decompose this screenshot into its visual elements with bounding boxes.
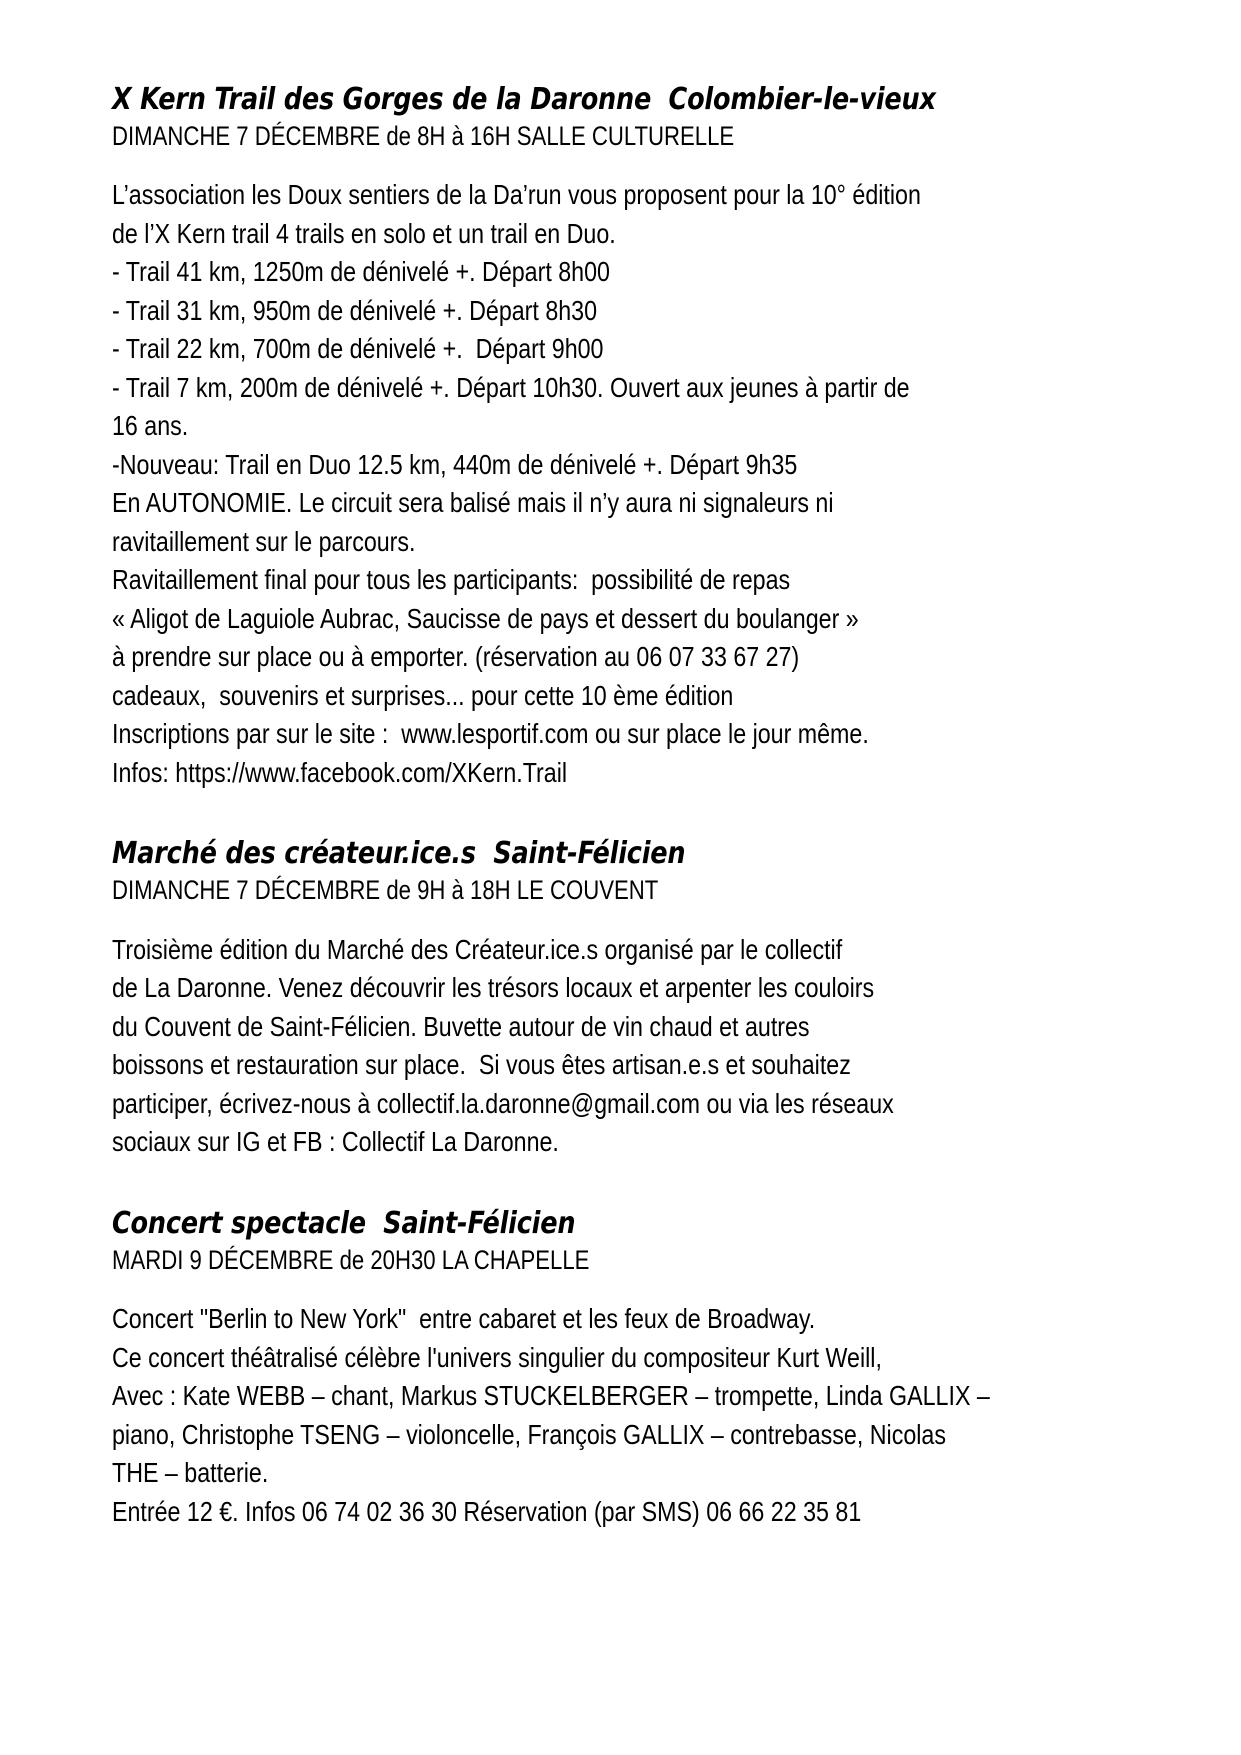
event-description [112,931,1121,1162]
event-description-line: Inscriptions par sur le site : www.lesportif.com ou sur place le jour même. [112,718,869,750]
event-description [112,1300,1121,1531]
events-list [112,82,1121,1531]
event-description-line: de La Daronne. Venez découvrir les trésors locaux et arpenter les couloirs [112,972,875,1004]
event-description-line: piano, Christophe TSENG – violoncelle, François GALLIX – contrebasse, Nicolas [112,1418,946,1450]
event-description-line: du Couvent de Saint-Félicien. Buvette autour de vin chaud et autres [112,1010,810,1042]
event-description-line: - Trail 41 km, 1250m de dénivelé +. Départ 8h00 [112,256,610,288]
event-description-line: « Aligot de Laguiole Aubrac, Saucisse de pays et dessert du boulanger » [112,602,859,634]
event-entry [112,82,1121,792]
event-title: Marché des créateur.ice.s Saint-Félicien [112,836,686,872]
event-description-line: -Nouveau: Trail en Duo 12.5 km, 440m de dénivelé +. Départ 9h35 [112,448,798,480]
event-description-line: - Trail 22 km, 700m de dénivelé +. Départ 9h00 [112,333,604,365]
event-description-line: ravitaillement sur le parcours. [112,525,416,557]
event-description [112,176,1121,792]
event-title: X Kern Trail des Gorges de la Daronne Colombier-le-vieux [112,82,936,117]
event-description-line: En AUTONOMIE. Le circuit sera balisé mais il n’y aura ni signaleurs ni [112,487,834,519]
event-description-line: Entrée 12 €. Infos 06 74 02 36 30 Réservation (par SMS) 06 66 22 35 81 [112,1495,862,1527]
event-description-line: participer, écrivez-nous à collectif.la.daronne@gmail.com ou via les réseaux [112,1087,894,1119]
event-description-line: boissons et restauration sur place. Si vous êtes artisan.e.s et souhaitez [112,1049,851,1081]
event-description-line: de l’X Kern trail 4 trails en solo et un trail en Duo. [112,217,616,249]
event-description-line: à prendre sur place ou à emporter. (réservation au 06 07 33 67 27) [112,641,800,673]
event-description-line: 16 ans. [112,410,189,442]
event-description-line: - Trail 7 km, 200m de dénivelé +. Départ 10h30. Ouvert aux jeunes à partir de [112,371,910,403]
event-description-line: Concert "Berlin to New York" entre cabaret et les feux de Broadway. [112,1303,816,1335]
event-title: Concert spectacle Saint-Félicien [112,1205,576,1241]
event-description-line: cadeaux, souvenirs et surprises... pour cette 10 ème édition [112,679,734,711]
event-datetime-venue: DIMANCHE 7 DÉCEMBRE de 9H à 18H LE COUVENT [112,875,659,906]
event-entry [112,1206,1121,1531]
event-entry [112,836,1121,1161]
event-datetime-venue: MARDI 9 DÉCEMBRE de 20H30 LA CHAPELLE [112,1244,590,1275]
event-datetime-venue: DIMANCHE 7 DÉCEMBRE de 8H à 16H SALLE CULTURELLE [112,120,735,151]
event-description-line: THE – batterie. [112,1457,269,1489]
event-description-line: Ravitaillement final pour tous les participants: possibilité de repas [112,564,791,596]
event-description-line: Avec : Kate WEBB – chant, Markus STUCKELBERGER – trompette, Linda GALLIX – [112,1380,990,1412]
event-description-line: sociaux sur IG et FB : Collectif La Daronne. [112,1126,559,1158]
event-description-line: Infos: https://www.facebook.com/XKern.Trail [112,756,568,788]
event-description-line: L’association les Doux sentiers de la Da’run vous proposent pour la 10° édition [112,179,921,211]
event-description-line: - Trail 31 km, 950m de dénivelé +. Départ 8h30 [112,294,598,326]
event-description-line: Troisième édition du Marché des Créateur.ice.s organisé par le collectif [112,933,843,965]
event-description-line: Ce concert théâtralisé célèbre l'univers singulier du compositeur Kurt Weill, [112,1341,882,1373]
